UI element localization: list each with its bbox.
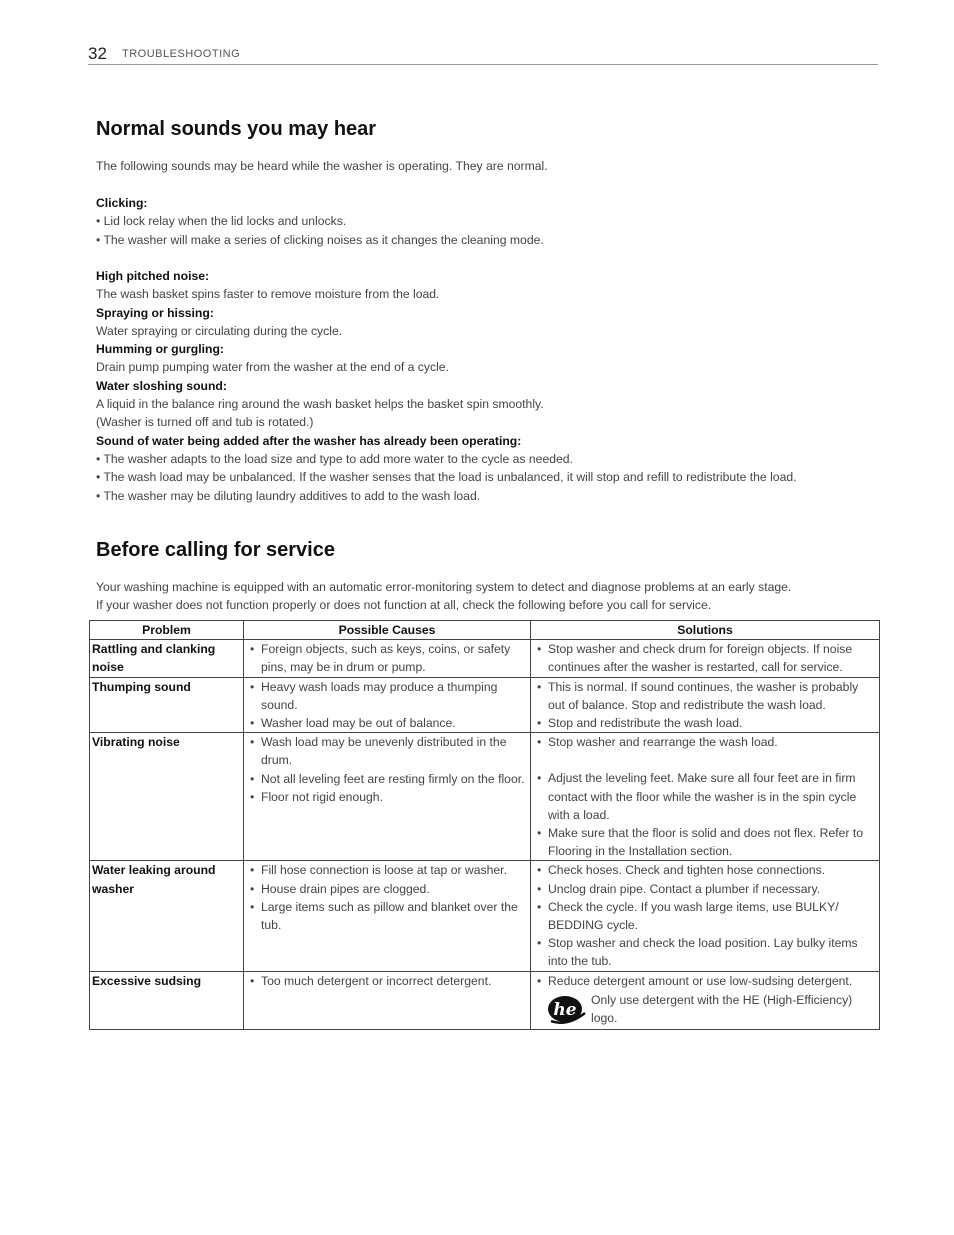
svg-text:he: he [553,1000,577,1021]
list-item: • This is normal. If sound continues, the washer is probably out of balance. Stop and redistribute the wash load. [533,678,876,714]
list-item: • Stop and redistribute the wash load. [533,714,876,732]
list-item: • Stop washer and check the load position. Lay bulky items into the tub. [533,934,876,970]
causes-cell [244,861,531,971]
table-row [90,677,880,733]
list-item: • Heavy wash loads may produce a thumping sound. [246,678,527,714]
high-pitched-heading: High pitched noise: [96,269,210,283]
list-item: • Too much detergent or incorrect detergent. [246,972,527,990]
section-label: TROUBLESHOOTING [122,48,241,60]
high-pitched-text: The wash basket spins faster to remove moisture from the load. [96,287,440,302]
problem-cell: Thumping sound [90,677,244,733]
table-row [90,733,880,861]
list-item: • Adjust the leveling feet. Make sure all four feet are in firm contact with the floor while the washer is in the spin cycle with a load. [533,769,876,824]
list-item: • Stop washer and check drum for foreign objects. If noise continues after the washer is restarted, call for service. [533,640,876,676]
solutions-cell [531,640,880,677]
problem-cell: Water leaking around washer [90,861,244,971]
humming-heading: Humming or gurgling: [96,342,224,357]
solutions-cell [531,677,880,733]
clicking-block [96,194,886,249]
sloshing-heading: Water sloshing sound: [96,378,227,393]
normal-sounds-intro: The following sounds may be heard while the washer is operating. They are normal. [96,159,548,173]
list-item: • House drain pipes are clogged. [246,880,527,898]
list-item: • Floor not rigid enough. [246,788,527,806]
causes-cell [244,640,531,677]
water-added-heading: Sound of water being added after the washer has already been operating: [96,433,522,448]
spraying-heading: Spraying or hissing: [96,305,214,320]
list-item: • Lid lock relay when the lid locks and unlocks. [96,214,347,229]
sloshing-text-1: A liquid in the balance ring around the wash basket helps the basket spin smoothly. [96,397,544,412]
solutions-cell [531,971,880,1030]
list-item: • The washer will make a series of clicking noises as it changes the cleaning mode. [96,232,544,247]
causes-cell [244,971,531,1030]
he-note [545,991,876,1029]
header-problem: Problem [90,621,244,640]
spraying-text: Water spraying or circulating during the cycle. [96,323,343,338]
clicking-heading: Clicking: [96,196,148,210]
normal-sounds-title: Normal sounds you may hear [96,118,377,140]
service-intro-1: Your washing machine is equipped with an automatic error-monitoring system to detect and diagnose problems at an early stage. [96,580,792,594]
list-item: • Unclog drain pipe. Contact a plumber if necessary. [533,880,876,898]
list-item: • Large items such as pillow and blanket over the tub. [246,898,527,934]
sloshing-text-2: (Washer is turned off and tub is rotated.) [96,415,314,430]
problem-cell: Vibrating noise [90,733,244,861]
problem-cell: Rattling and clanking noise [90,640,244,677]
solutions-cell [531,861,880,971]
list-item: • Wash load may be unevenly distributed in the drum. [246,733,527,769]
list-item: • The washer may be diluting laundry additives to add to the wash load. [96,488,481,503]
list-item: • Not all leveling feet are resting firmly on the floor. [246,770,527,788]
list-item: • Foreign objects, such as keys, coins, or safety pins, may be in drum or pump. [246,640,527,676]
header-solutions: Solutions [531,621,880,640]
header-causes: Possible Causes [244,621,531,640]
list-item: • Stop washer and rearrange the wash load. [533,733,876,751]
problem-cell: Excessive sudsing [90,971,244,1030]
humming-text: Drain pump pumping water from the washer at the end of a cycle. [96,360,449,375]
page-number: 32 [88,44,107,63]
list-item: • The wash load may be unbalanced. If the washer senses that the load is unbalanced, it will stop and refill to redistribute the load. [96,470,797,485]
solutions-cell [531,733,880,861]
list-item: • Fill hose connection is loose at tap or washer. [246,861,527,879]
list-item: • Check hoses. Check and tighten hose connections. [533,861,876,879]
sounds-block [96,267,886,505]
list-item: • The washer adapts to the load size and type to add more water to the cycle as needed. [96,451,573,466]
table-row [90,640,880,677]
list-item: • Make sure that the floor is solid and does not flex. Refer to Flooring in the Installation section. [533,824,876,860]
troubleshooting-table [89,620,880,1030]
list-item: • Washer load may be out of balance. [246,714,527,732]
he-note-text: Only use detergent with the HE (High-Efficiency) logo. [591,992,853,1026]
causes-cell [244,733,531,861]
table-header-row [90,621,880,640]
he-logo-icon [545,993,587,1025]
list-item: • Check the cycle. If you wash large items, use BULKY/ BEDDING cycle. [533,898,876,934]
service-intro-2: If your washer does not function properly or does not function at all, check the following before you call for service. [96,598,712,613]
service-intro [96,578,896,615]
table-row [90,861,880,971]
service-title: Before calling for service [96,539,335,561]
list-item: • Reduce detergent amount or use low-sudsing detergent. [533,972,876,990]
page-header [88,44,878,65]
causes-cell [244,677,531,733]
table-row [90,971,880,1030]
